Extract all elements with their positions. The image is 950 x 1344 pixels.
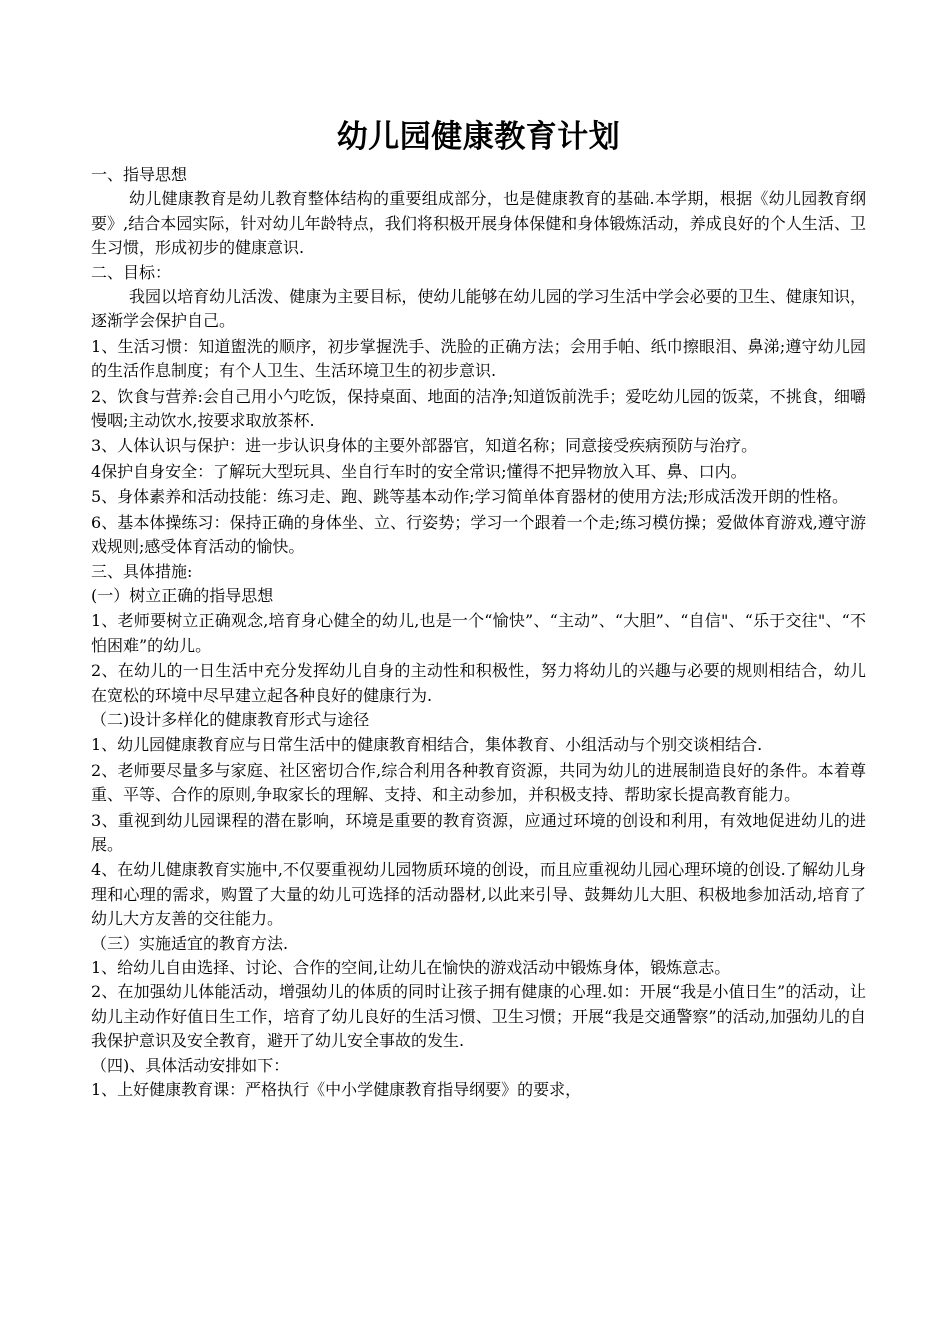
section-heading-guiding-ideology: 一、指导思想	[91, 165, 188, 184]
document-title: 幼儿园健康教育计划	[336, 119, 621, 155]
goal-item-nutrition: 2、饮食与营养:会自己用小勺吃饭，保持桌面、地面的洁净;知道饭前洗手；爱吃幼儿园的饭菜，不挑食，细嚼慢咽;主动饮水,按要求取放茶杯.	[91, 386, 866, 431]
subsection-heading-2: （二)设计多样化的健康教育形式与途径	[91, 709, 370, 729]
measure-item-2-4: 4、在幼儿健康教育实施中,不仅要重视幼儿园物质环境的创设，而且应重视幼儿园心理环境的创设.了解幼儿身理和心理的需求，购置了大量的幼儿可选择的活动器材,以此来引导、鼓舞幼儿大胆、积极地参加活动,培育了幼儿大方友善的交往能力。	[91, 860, 866, 929]
goal-item-exercise: 6、基本体操练习：保持正确的身体坐、立、行姿势；学习一个跟着一个走;练习模仿操；爱做体育游戏,遵守游戏规则;感受体育活动的愉快。	[91, 512, 866, 557]
measure-item-3-1: 1、给幼儿自由选择、讨论、合作的空间,让幼儿在愉快的游戏活动中锻炼身体，锻炼意志。	[91, 958, 731, 977]
section-heading-measures: 三、具体措施:	[91, 561, 193, 581]
subsection-heading-1: (一）树立正确的指导思想	[91, 585, 274, 605]
goal-item-body-awareness: 3、人体认识与保护：进一步认识身体的主要外部器官，知道名称；同意接受疾病预防与治疗。	[91, 436, 758, 456]
section-heading-goals: 二、目标：	[91, 262, 172, 282]
subsection-heading-4: （四)、具体活动安排如下：	[91, 1055, 290, 1075]
measure-item-2-1: 1、幼儿园健康教育应与日常生活中的健康教育相结合，集体教育、小组活动与个别交谈相结合.	[91, 735, 763, 755]
measure-item-2-3: 3、重视到幼儿园课程的潜在影响，环境是重要的教育资源，应通过环境的创设和利用，有效地促进幼儿的进展。	[91, 810, 866, 854]
paragraph-guiding-ideology: 幼儿健康教育是幼儿教育整体结构的重要组成部分，也是健康教育的基础.本学期，根据《幼儿园教育纲要》,结合本园实际，针对幼儿年龄特点，我们将积极开展身体保健和身体锻炼活动，养成良好的个人生活、卫生习惯，形成初步的健康意识.	[91, 189, 866, 258]
measure-item-1-2: 2、在幼儿的一日生活中充分发挥幼儿自身的主动性和积极性，努力将幼儿的兴趣与必要的规则相结合，幼儿在宽松的环境中尽早建立起各种良好的健康行为.	[91, 661, 866, 705]
measure-item-3-2: 2、在加强幼儿体能活动，增强幼儿的体质的同时让孩子拥有健康的心理.如：开展“我是小值日生”的活动，让幼儿主动作好值日生工作，培育了幼儿良好的生活习惯、卫生习惯；开展“我是交通警察”的活动,加强幼儿的自我保护意识及安全教育，避开了幼儿安全事故的发生.	[91, 982, 866, 1051]
goal-item-physical-skills: 5、身体素养和活动技能：练习走、跑、跳等基本动作;学习简单体育器材的使用方法;形成活泼开朗的性格。	[91, 487, 848, 507]
goal-item-habits: 1、生活习惯：知道盥洗的顺序，初步掌握洗手、洗脸的正确方法；会用手帕、纸巾擦眼泪、鼻涕;遵守幼儿园的生活作息制度；有个人卫生、生活环境卫生的初步意识.	[91, 336, 866, 381]
goal-item-safety: 4保护自身安全：了解玩大型玩具、坐自行车时的安全常识;懂得不把异物放入耳、鼻、口内。	[91, 461, 747, 481]
document-page	[91, 112, 866, 1102]
measure-item-1-1: 1、老师要树立正确观念,培育身心健全的幼儿,也是一个“愉快”、“主动”、“大胆”、“自信"、“乐于交往"、“不怕困难”的幼儿。	[91, 611, 866, 655]
measure-item-4-1: 1、上好健康教育课：严格执行《中小学健康教育指导纲要》的要求，	[91, 1080, 582, 1100]
measure-item-2-2: 2、老师要尽量多与家庭、社区密切合作,综合利用各种教育资源，共同为幼儿的进展制造良好的条件。本着尊重、平等、合作的原则,争取家长的理解、支持、和主动参加，并积极支持、帮助家长提高教育能力。	[91, 760, 866, 805]
paragraph-goals-intro: 我园以培育幼儿活泼、健康为主要目标，使幼儿能够在幼儿园的学习生活中学会必要的卫生、健康知识，逐渐学会保护自己。	[91, 287, 866, 331]
subsection-heading-3: （三）实施适宜的教育方法.	[91, 933, 289, 953]
